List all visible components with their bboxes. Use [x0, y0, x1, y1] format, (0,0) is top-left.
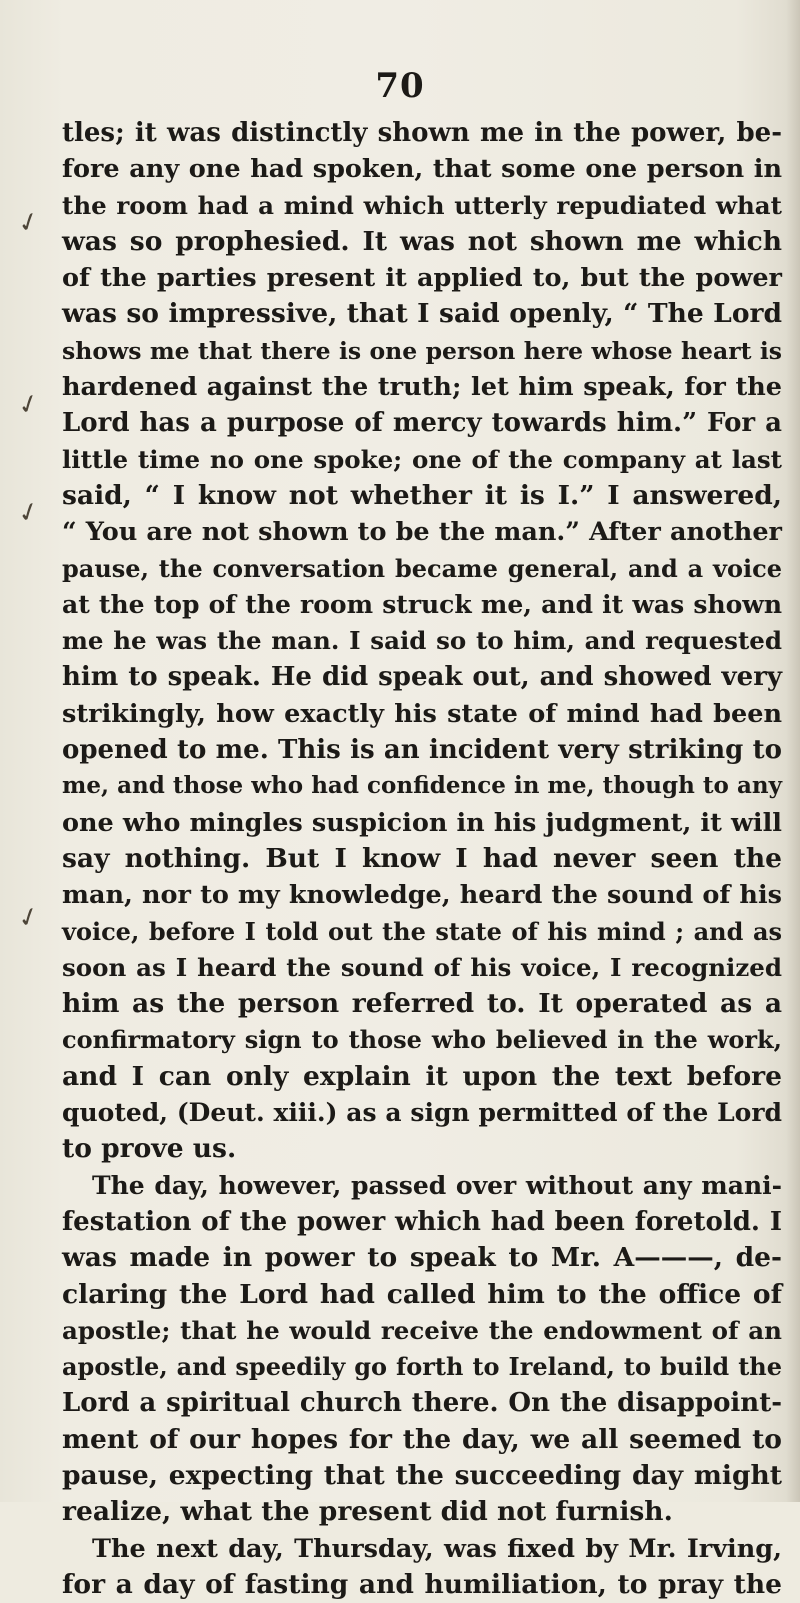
text-line: said, “ I know not whether it is I.” I answered, [62, 479, 782, 511]
text-line: “ You are not shown to be the man.” After another [62, 517, 782, 548]
text-line: to prove us. [62, 1133, 237, 1165]
text-line: the room had a mind which utterly repudiated what [62, 190, 782, 220]
text-line: tles; it was distinctly shown me in the power, be- [62, 118, 782, 148]
text-line: voice, before I told out the state of his mind ; and as [62, 916, 782, 946]
text-line: for a day of fasting and humiliation, to pray the [62, 1568, 782, 1600]
text-line: festation of the power which had been foretold. I [62, 1206, 782, 1237]
text-line: at the top of the room struck me, and it was shown [62, 589, 782, 619]
text-line: him as the person referred to. It operated as a [62, 988, 782, 1020]
text-line: fore any one had spoken, that some one person in [62, 154, 782, 185]
body-text [62, 115, 782, 1603]
margin-pencil-mark: ✓ [13, 900, 44, 936]
margin-pencil-mark: ✓ [13, 495, 44, 531]
text-line: apostle, and speedily go forth to Ireland, to build the [62, 1352, 782, 1382]
text-line: soon as I heard the sound of his voice, I recognized [62, 952, 782, 982]
text-line: apostle; that he would receive the endowment of an [62, 1315, 782, 1345]
text-line: one who mingles suspicion in his judgment, it will [62, 807, 782, 838]
text-line: me he was the man. I said so to him, and requested [62, 626, 782, 656]
text-line: realize, what the present did not furnish. [62, 1496, 673, 1528]
text-line: me, and those who had confidence in me, though to any [62, 772, 782, 800]
text-line: was so impressive, that I said openly, “ The Lord [62, 298, 782, 330]
text-line: pause, expecting that the succeeding day might [62, 1459, 782, 1491]
text-line: was so prophesied. It was not shown me which [62, 225, 782, 257]
text-line: claring the Lord had called him to the office of [62, 1278, 782, 1310]
page-number: 70 [375, 66, 425, 106]
text-line: shows me that there is one person here whose heart is [62, 336, 782, 365]
margin-pencil-mark: ✓ [13, 205, 44, 241]
text-line: was made in power to speak to Mr. A———, de- [62, 1242, 782, 1274]
text-line: The day, however, passed over without any mani- [92, 1170, 782, 1200]
text-line: opened to me. This is an incident very striking to [62, 735, 782, 766]
page-edge-shadow [786, 0, 800, 1502]
text-line: hardened against the truth; let him speak, for the [62, 372, 782, 403]
text-line: Lord has a purpose of mercy towards him.” For a [62, 408, 782, 439]
text-line: him to speak. He did speak out, and showed very [62, 662, 782, 693]
text-line: The next day, Thursday, was fixed by Mr. Irving, [92, 1533, 782, 1564]
text-line: man, nor to my knowledge, heard the sound of his [62, 880, 782, 911]
text-line: and I can only explain it upon the text before [62, 1060, 782, 1092]
text-line: ment of our hopes for the day, we all seemed to [62, 1423, 782, 1455]
text-line: little time no one spoke; one of the company at last [62, 444, 782, 474]
text-line: pause, the conversation became general, and a voice [62, 553, 782, 583]
text-line: strikingly, how exactly his state of mind had been [62, 698, 782, 729]
text-line: confirmatory sign to those who believed in the work, [62, 1025, 782, 1055]
text-line: say nothing. But I know I had never seen the [62, 842, 782, 874]
text-line: of the parties present it applied to, but the power [62, 263, 782, 294]
text-line: Lord a spiritual church there. On the disappoint- [62, 1388, 782, 1419]
text-line: quoted, (Deut. xiii.) as a sign permitted of the Lord [62, 1098, 782, 1128]
margin-pencil-mark: ✓ [13, 387, 44, 423]
